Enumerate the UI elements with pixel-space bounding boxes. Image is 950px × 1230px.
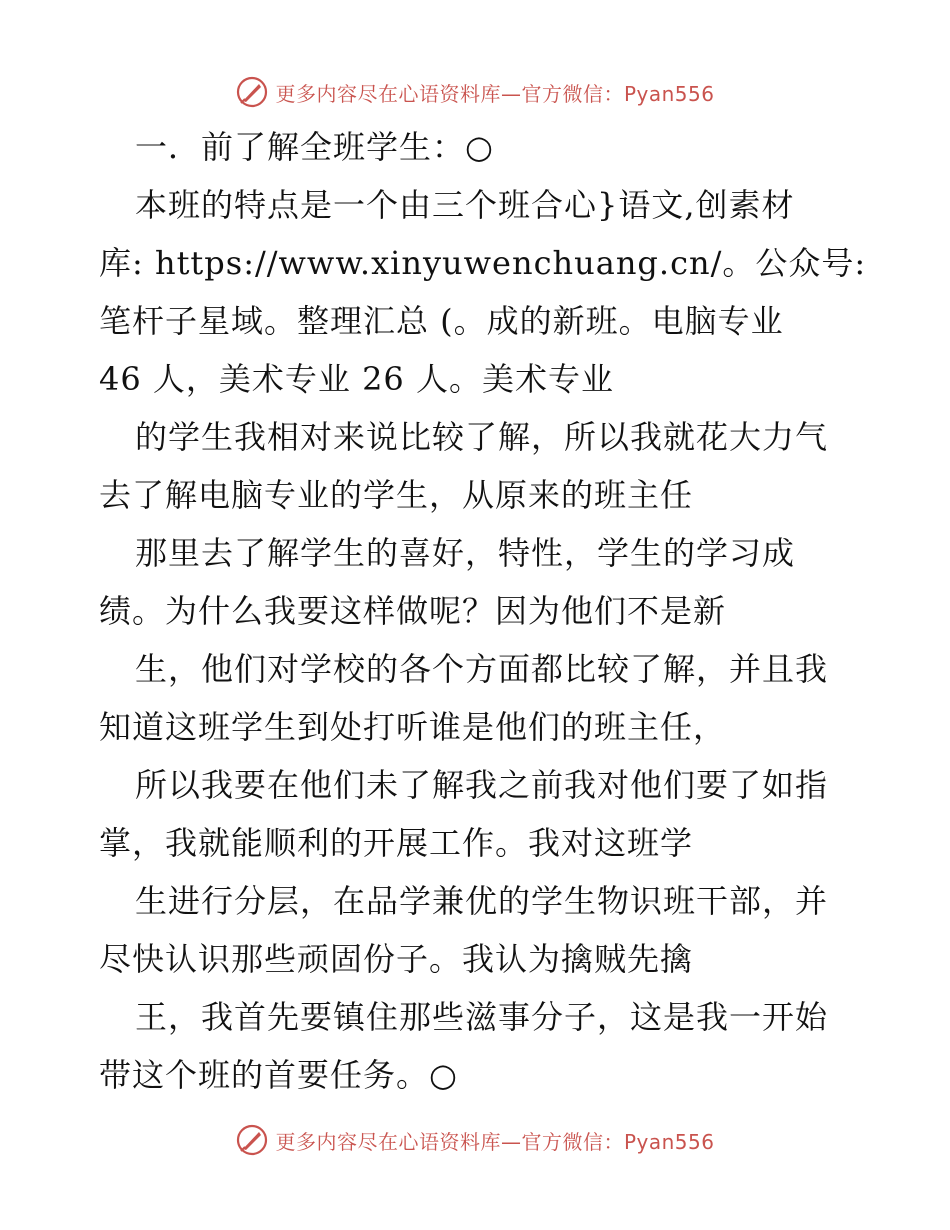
text-line: 所以我要在他们未了解我之前我对他们要了如指	[135, 766, 829, 804]
text-line: 掌，我就能顺利的开展工作。我对这班学	[99, 824, 694, 862]
watermark-text: 更多内容尽在心语资料库—官方微信：Pyan556	[275, 1129, 715, 1154]
footer-watermark	[0, 1120, 950, 1160]
text-line: 去了解电脑专业的学生，从原来的班主任	[99, 476, 694, 514]
header-watermark	[0, 72, 950, 112]
text-line: 本班的特点是一个由三个班合心}语文,创素材	[135, 186, 795, 224]
text-line: 尽快认识那些顽固份子。我认为擒贼先擒	[99, 940, 694, 978]
quill-logo-icon	[235, 1123, 269, 1157]
document-body	[99, 118, 867, 1104]
text-line: 的学生我相对来说比较了解，所以我就花大力气	[135, 418, 829, 456]
text-line: 46 人，美术专业 26 人。美术专业	[99, 360, 614, 398]
text-line: 王，我首先要镇住那些滋事分子，这是我一开始	[135, 998, 829, 1036]
text-line: 库: https://www.xinyuwenchuang.cn/。公众号:	[99, 244, 867, 282]
watermark-text: 更多内容尽在心语资料库—官方微信：Pyan556	[275, 81, 715, 106]
text-line: 绩。为什么我要这样做呢？因为他们不是新	[99, 592, 727, 630]
text-line: 生进行分层，在品学兼优的学生物识班干部，并	[135, 882, 829, 920]
text-line: 生，他们对学校的各个方面都比较了解，并且我	[135, 650, 829, 688]
text-line: 带这个班的首要任务。○	[99, 1056, 458, 1094]
watermark-group	[235, 75, 714, 109]
text-line: 一．前了解全班学生：○	[135, 128, 494, 166]
watermark-group	[235, 1123, 714, 1157]
text-line: 知道这班学生到处打听谁是他们的班主任，	[99, 708, 727, 746]
text-line: 笔杆子星域。整理汇总 (。成的新班。电脑专业	[99, 302, 784, 340]
quill-logo-icon	[235, 75, 269, 109]
text-line: 那里去了解学生的喜好，特性，学生的学习成	[135, 534, 796, 572]
